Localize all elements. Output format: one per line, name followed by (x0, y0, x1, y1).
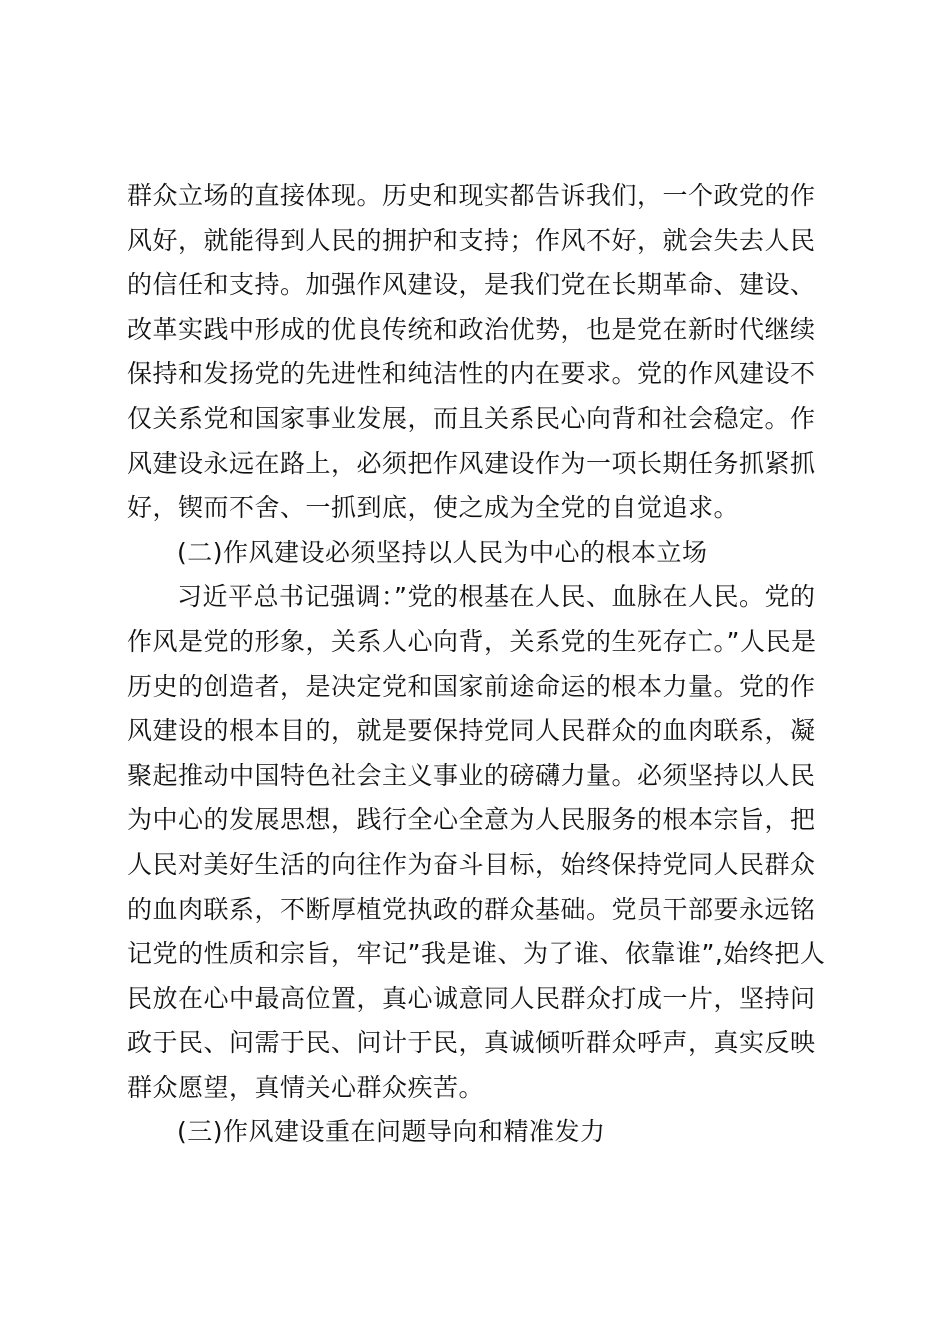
body-text (127, 174, 827, 1155)
paragraph-start-line: (三)作风建设重在问题导向和精准发力 (177, 1117, 606, 1147)
text-line: 风建设永远在路上，必须把作风建设作为一项长期任务抓紧抓 (127, 448, 816, 478)
text-line: 作风是党的形象，关系人心向背，关系党的生死存亡。”人民是 (127, 626, 817, 656)
text-line: 人民对美好生活的向往作为奋斗目标，始终保持党同人民群众 (127, 849, 816, 879)
text-line: 风好，就能得到人民的拥护和支持；作风不好，就会失去人民 (127, 225, 816, 255)
text-line: 历史的创造者，是决定党和国家前途命运的根本力量。党的作 (127, 671, 816, 701)
text-line: 群众愿望，真情关心群众疾苦。 (127, 1072, 485, 1102)
text-line: 记党的性质和宗旨，牢记”我是谁、为了谁、依靠谁”,始终把人 (127, 939, 826, 969)
text-line: 为中心的发展思想，践行全心全意为人民服务的根本宗旨，把 (127, 805, 816, 835)
text-line: 仅关系党和国家事业发展，而且关系民心向背和社会稳定。作 (127, 403, 816, 433)
text-line: 的信任和支持。加强作风建设，是我们党在长期革命、建设、 (127, 270, 816, 300)
text-line: 风建设的根本目的，就是要保持党同人民群众的血肉联系，凝 (127, 716, 816, 746)
text-line: 好，锲而不舍、一抓到底，使之成为全党的自觉追求。 (127, 493, 740, 523)
text-line: 的血肉联系，不断厚植党执政的群众基础。党员干部要永远铭 (127, 894, 816, 924)
text-line: 改革实践中形成的优良传统和政治优势，也是党在新时代继续 (127, 314, 816, 344)
paragraph-start-line: (二)作风建设必须坚持以人民为中心的根本立场 (177, 537, 708, 567)
text-line: 群众立场的直接体现。历史和现实都告诉我们，一个政党的作 (127, 181, 816, 210)
text-line: 保持和发扬党的先进性和纯洁性的内在要求。党的作风建设不 (127, 359, 816, 389)
text-line: 民放在心中最高位置，真心诚意同人民群众打成一片，坚持问 (127, 983, 816, 1013)
text-line: 聚起推动中国特色社会主义事业的磅礴力量。必须坚持以人民 (127, 760, 816, 790)
paragraph-start-line: 习近平总书记强调：”党的根基在人民、血脉在人民。党的 (177, 582, 816, 612)
text-line: 政于民、问需于民、问计于民，真诚倾听群众呼声，真实反映 (127, 1028, 816, 1058)
